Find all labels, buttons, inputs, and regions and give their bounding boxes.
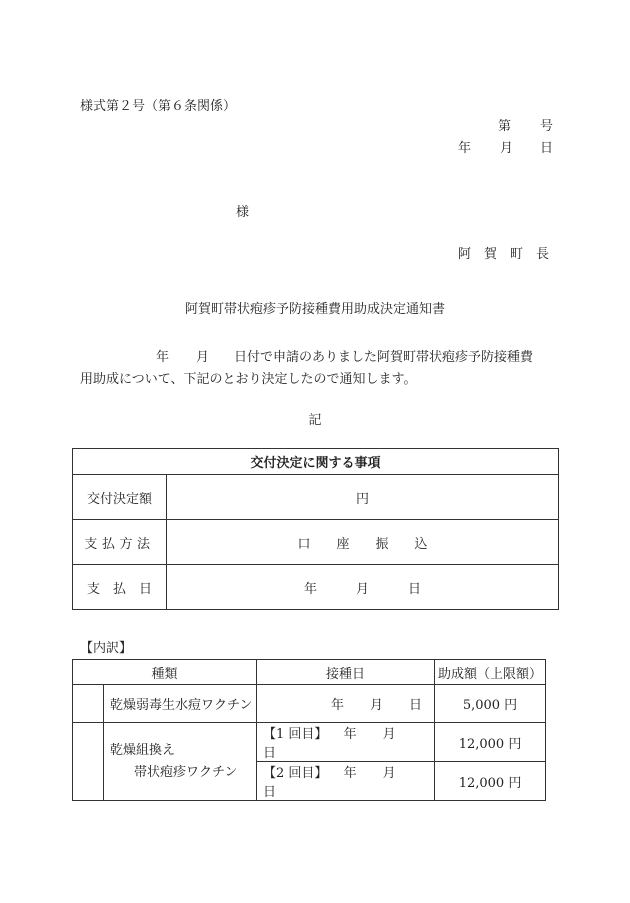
body-text-line1: 日付で申請のありました阿賀町帯状疱疹予防接種費: [234, 350, 534, 365]
breakdown-table: [72, 659, 546, 801]
grant-amount-value: 円: [167, 475, 559, 520]
vaccine-live-date: 年 月 日: [257, 685, 435, 723]
dose1-amount: 12,000 円: [435, 723, 546, 762]
ki-heading: 記: [308, 413, 322, 428]
date-day: 日: [540, 141, 554, 156]
table-row: [73, 475, 559, 520]
body-month: 月: [196, 350, 210, 365]
table-row: [73, 565, 559, 610]
vaccine-type-recombinant-line1: 乾燥組換え: [110, 742, 176, 758]
document-title: 阿賀町帯状疱疹予防接種費用助成決定通知書: [184, 302, 445, 317]
breakdown-check-cell: [73, 723, 104, 801]
payment-date-label: 支 払 日: [73, 565, 167, 610]
payment-date-value: 年 月 日: [167, 565, 559, 610]
table-row: [73, 520, 559, 565]
table-row: [73, 685, 546, 723]
vaccine-type-live: 乾燥弱毒生水痘ワクチン: [104, 685, 257, 723]
addressee-suffix: 様: [236, 205, 250, 220]
breakdown-header-row: [73, 660, 546, 685]
vaccine-live-amount: 5,000 円: [435, 685, 546, 723]
issuer-name: 阿 賀 町 長: [458, 247, 550, 262]
payment-method-label: 支払方法: [73, 520, 167, 565]
dose2-label: 【2 回目】: [263, 766, 328, 781]
doc-number-go: 号: [540, 119, 554, 134]
dose1-date-cell: [257, 723, 435, 762]
dose1-date: 年 月 日: [263, 727, 422, 761]
breakdown-header-amount: 助成額（上限額）: [435, 660, 546, 685]
body-year: 年: [156, 350, 170, 365]
doc-number-dai: 第: [498, 119, 512, 134]
grant-amount-label: 交付決定額: [73, 475, 167, 520]
dose2-amount: 12,000 円: [435, 762, 546, 801]
dose2-date: 年 月 日: [263, 766, 422, 800]
date-year: 年: [458, 141, 472, 156]
decision-table-header: 交付決定に関する事項: [73, 449, 559, 475]
decision-table-header-row: [73, 449, 559, 475]
form-label: 様式第２号（第６条関係）: [80, 99, 237, 114]
breakdown-header-type: 種類: [73, 660, 257, 685]
breakdown-check-cell: [73, 685, 104, 723]
dose1-label: 【1 回目】: [263, 727, 328, 742]
vaccine-type-recombinant: [104, 723, 257, 801]
decision-table: [72, 448, 559, 610]
vaccine-type-recombinant-line2: 帯状疱疹ワクチン: [134, 764, 238, 780]
breakdown-header-date: 接種日: [257, 660, 435, 685]
date-month: 月: [500, 141, 514, 156]
payment-method-value: 口 座 振 込: [167, 520, 559, 565]
table-row: [73, 723, 546, 762]
breakdown-title: 【内訳】: [80, 641, 133, 656]
body-text-line2: 用助成について、下記のとおり決定したので通知します。: [80, 372, 417, 387]
dose2-date-cell: [257, 762, 435, 801]
